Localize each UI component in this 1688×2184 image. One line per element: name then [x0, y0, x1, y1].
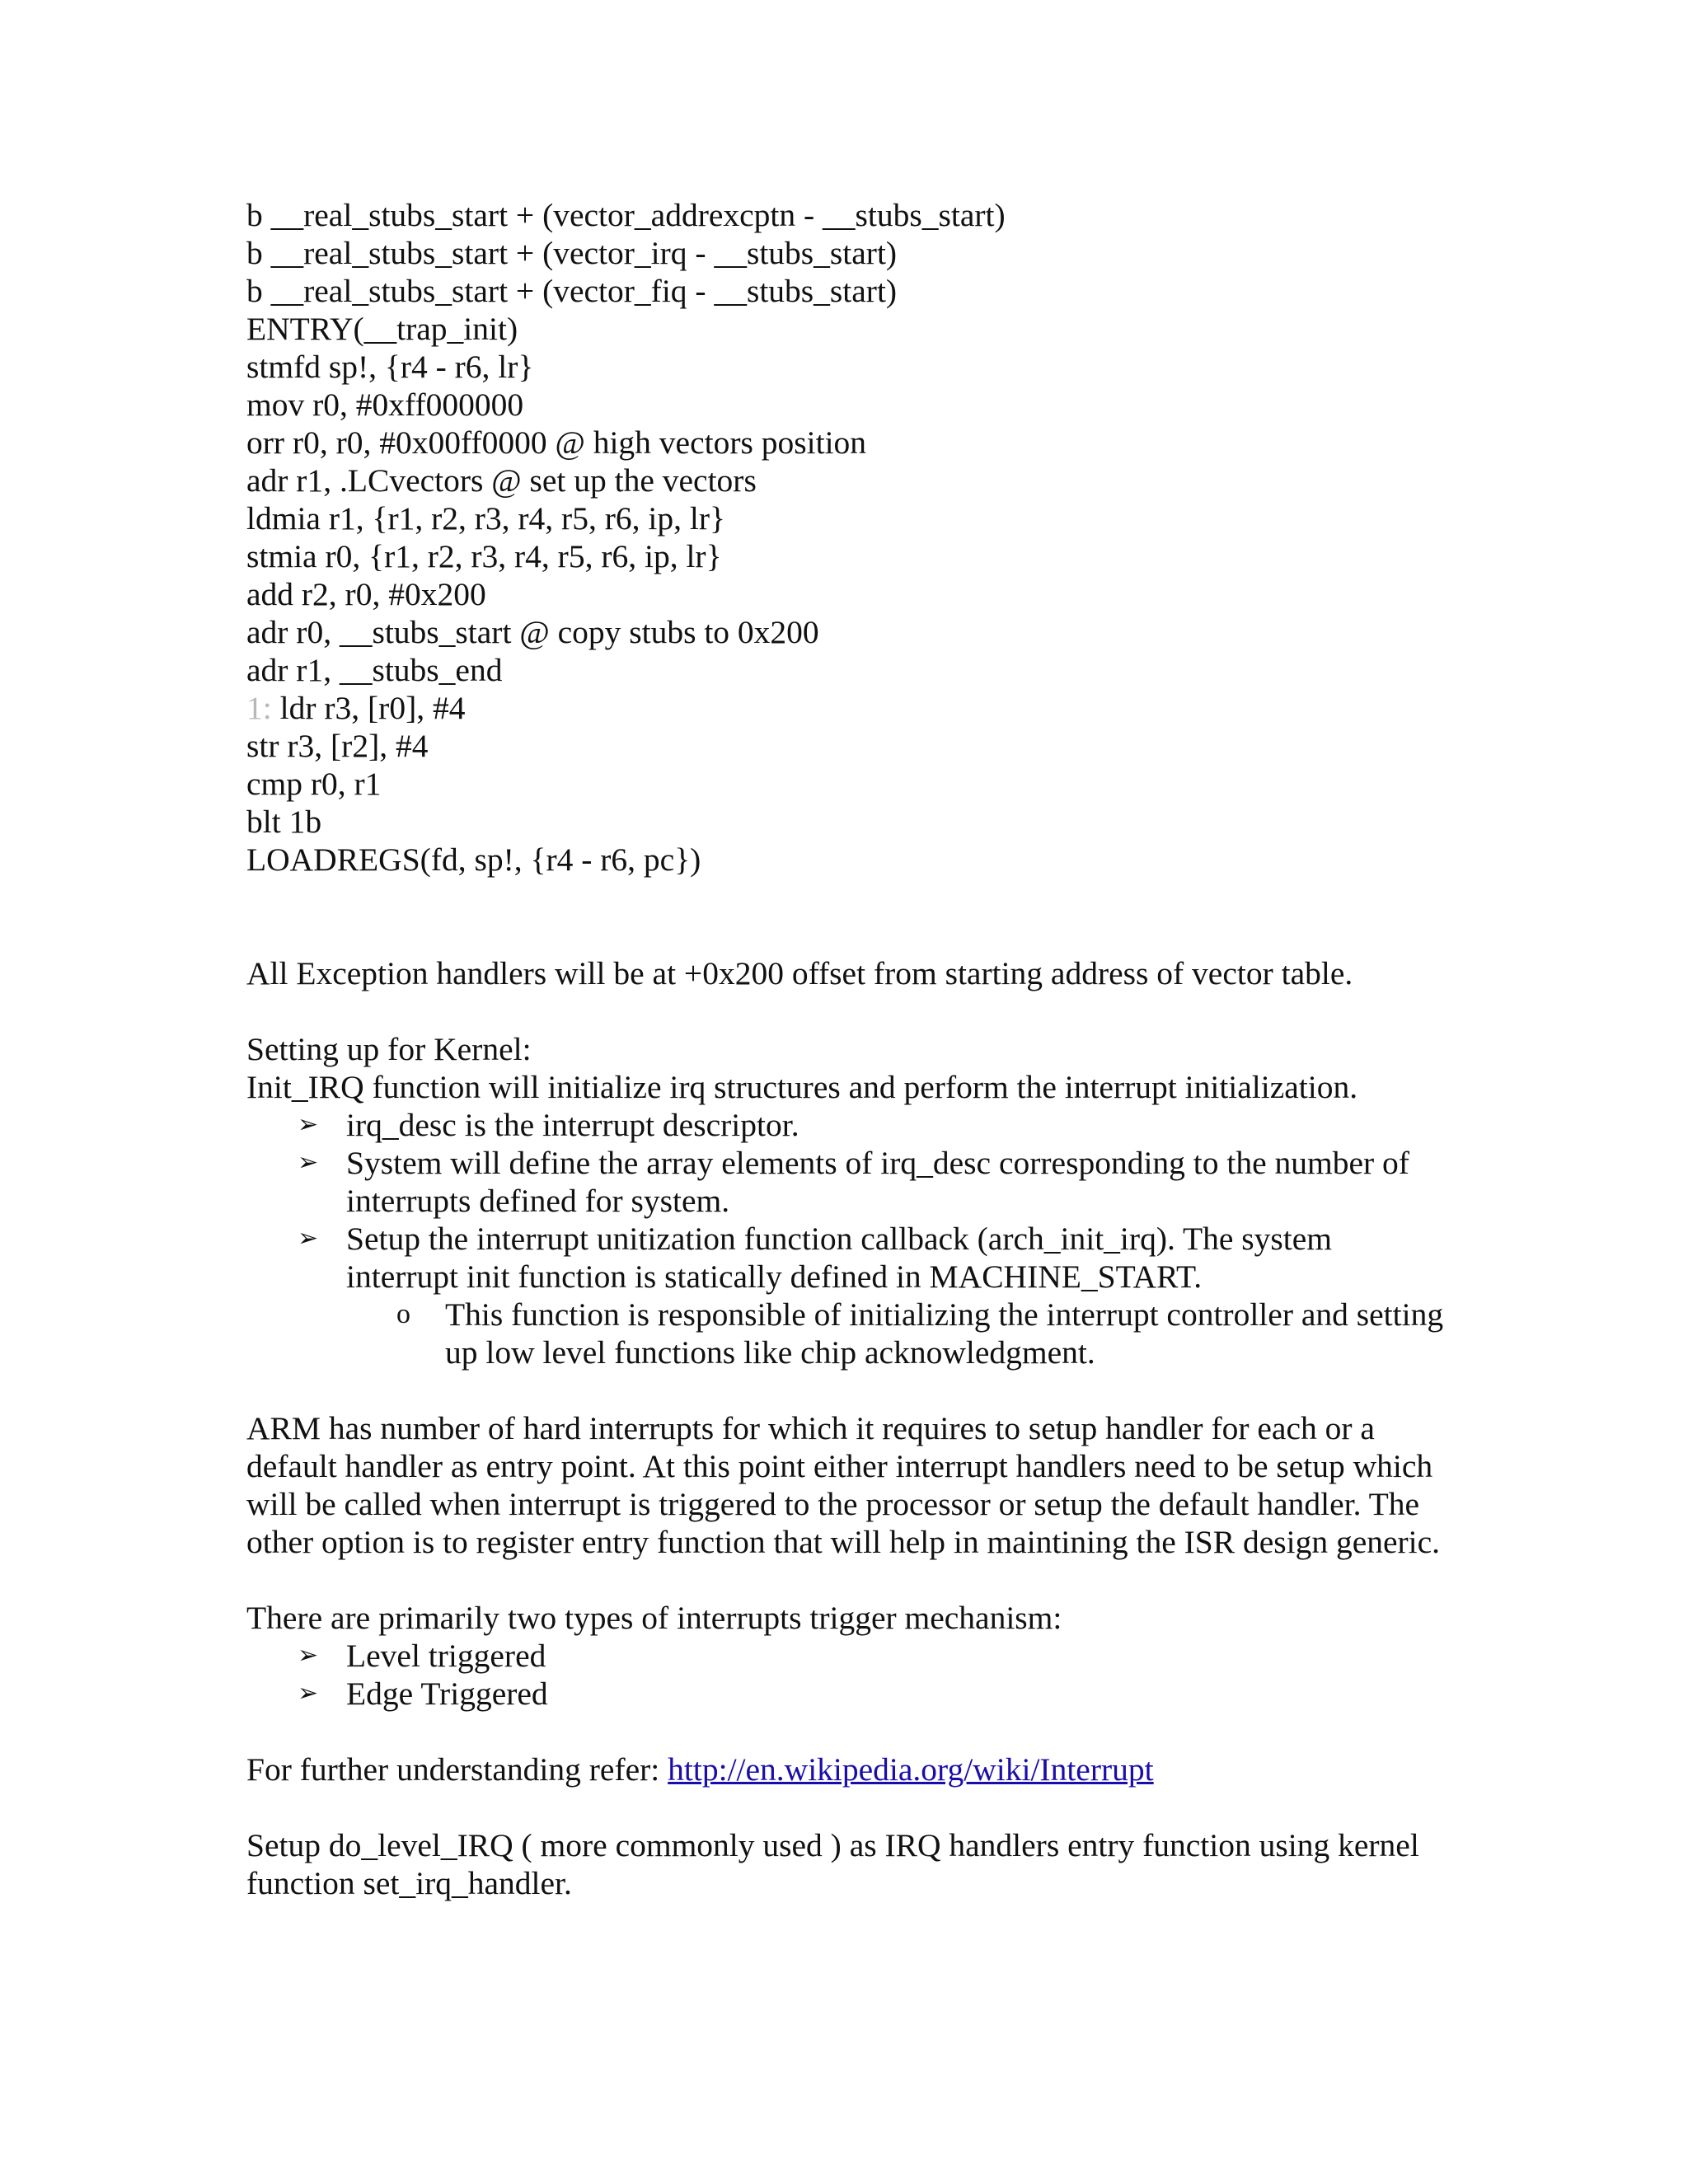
code-line: adr r0, __stubs_start @ copy stubs to 0x200: [246, 614, 819, 650]
trigger-intro: There are primarily two types of interrupts trigger mechanism:: [246, 1600, 1062, 1636]
list-item: ➢ System will define the array elements of irq_desc corresponding to the number of interrupts defined for system.: [298, 1145, 1409, 1219]
code-line: add r2, r0, #0x200: [246, 576, 486, 612]
code-line: b __real_stubs_start + (vector_addrexcptn - __stubs_start): [246, 197, 1006, 233]
code-line: orr r0, r0, #0x00ff0000 @ high vectors position: [246, 424, 867, 461]
further-reading: [246, 1750, 1450, 1788]
arrow-bullet-icon: ➢: [298, 1224, 319, 1253]
kernel-heading: Setting up for Kernel:: [246, 1031, 532, 1067]
code-line: adr r1, __stubs_end: [246, 652, 503, 688]
list-item: ➢ Setup the interrupt unitization function callback (arch_init_irq). The system interrupt init function is statically defined in MACHINE_START.: [298, 1221, 1333, 1295]
list-item: ➢ irq_desc is the interrupt descriptor.: [298, 1107, 799, 1143]
kernel-intro: Init_IRQ function will initialize irq structures and perform the interrupt initialization.: [246, 1069, 1358, 1105]
circle-bullet-icon: o: [396, 1299, 410, 1329]
code-line: ENTRY(__trap_init): [246, 311, 518, 347]
arrow-bullet-icon: ➢: [298, 1679, 319, 1708]
list-item: ➢ Level triggered: [298, 1638, 546, 1674]
code-label: 1:: [246, 690, 272, 726]
arrow-bullet-icon: ➢: [298, 1148, 319, 1177]
code-line: str r3, [r2], #4: [246, 728, 429, 764]
paragraph-arm: ARM has number of hard interrupts for which it requires to setup handler for each or a default handler as entry point. At this point either interrupt handlers need to be setup which will be called when interrupt is triggered to the processor or setup the default handler. The other option is to register entry function that will help in maintining the ISR design generic.: [246, 1410, 1441, 1560]
document-page: [246, 196, 1450, 1902]
code-line: 1: ldr r3, [r0], #4: [246, 690, 466, 726]
code-line: stmia r0, {r1, r2, r3, r4, r5, r6, ip, lr}: [246, 538, 722, 574]
paragraph-setup: Setup do_level_IRQ ( more commonly used ) as IRQ handlers entry function using kernel function set_irq_handler.: [246, 1827, 1419, 1901]
code-line: ldmia r1, {r1, r2, r3, r4, r5, r6, ip, lr}: [246, 500, 725, 537]
code-line: adr r1, .LCvectors @ set up the vectors: [246, 462, 757, 499]
sub-list-item: o This function is responsible of initializing the interrupt controller and setting up low level functions like chip acknowledgment.: [396, 1296, 1444, 1371]
code-line: LOADREGS(fd, sp!, {r4 - r6, pc}): [246, 841, 701, 878]
list-item: ➢ Edge Triggered: [298, 1675, 548, 1712]
paragraph-offset: All Exception handlers will be at +0x200 offset from starting address of vector table.: [246, 955, 1353, 991]
arrow-bullet-icon: ➢: [298, 1641, 319, 1670]
wikipedia-link[interactable]: http://en.wikipedia.org/wiki/Interrupt: [668, 1751, 1154, 1788]
arrow-bullet-icon: ➢: [298, 1110, 319, 1139]
code-line: b __real_stubs_start + (vector_fiq - __stubs_start): [246, 273, 898, 309]
code-block: [246, 196, 1450, 879]
code-line: cmp r0, r1: [246, 766, 382, 802]
code-line: stmfd sp!, {r4 - r6, lr}: [246, 349, 534, 385]
code-line: b __real_stubs_start + (vector_irq - __stubs_start): [246, 235, 898, 271]
further-label: For further understanding refer:: [246, 1751, 668, 1788]
code-line: blt 1b: [246, 804, 322, 840]
code-line: mov r0, #0xff000000: [246, 387, 524, 423]
